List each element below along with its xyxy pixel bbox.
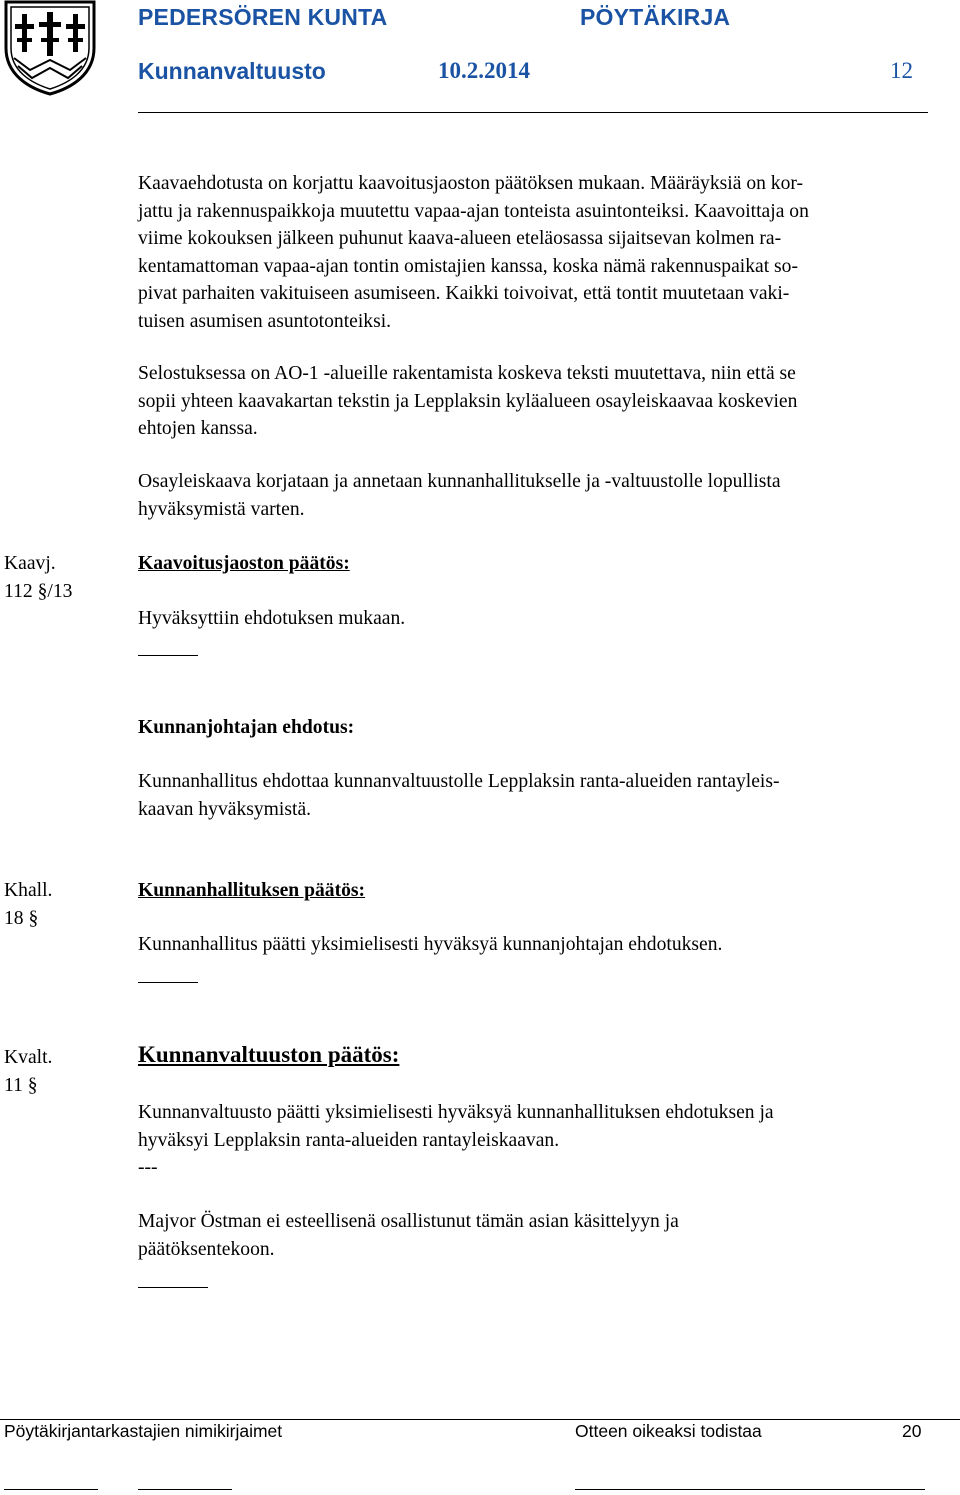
footer-divider (0, 1419, 960, 1420)
selostus-paragraph (138, 360, 928, 443)
separator-line (138, 982, 198, 983)
reference-number: 11 § (4, 1074, 38, 1096)
signature-line (575, 1489, 925, 1490)
council-name: Kunnanvaltuusto (138, 58, 326, 84)
disqualification-note (138, 1208, 928, 1263)
header-divider (138, 112, 928, 113)
kunnanhallitus-heading: Kunnanhallituksen päätös: (138, 880, 366, 901)
kaavj-reference (4, 550, 72, 605)
text-line: kaavan hyväksymistä. (138, 798, 312, 820)
section-sign: § (27, 1074, 38, 1096)
kunnanjohtaja-proposal (138, 768, 928, 823)
reference-label: Khall. (4, 880, 53, 901)
text-line: Kunnanhallitus ehdottaa kunnanvaltuustolle Lepplaksin ranta-alueiden rantayleis- (138, 771, 780, 792)
kunnanhallitus-decision (138, 931, 928, 959)
text-line: päätöksentekoon. (138, 1238, 275, 1260)
signature-line (138, 1489, 232, 1490)
text-line: tuisen asumisen asuntotonteiksi. (138, 310, 392, 332)
osayleiskaava-paragraph (138, 468, 928, 523)
document-type: PÖYTÄKIRJA (580, 4, 731, 30)
coat-of-arms-icon (2, 0, 98, 96)
footer-page-number: 20 (902, 1421, 922, 1441)
khall-reference (4, 877, 52, 932)
text-line: Kunnanvaltuusto päätti yksimielisesti hyväksyä kunnanhallituksen ehdotuksen ja (138, 1102, 774, 1123)
reference-number: 18 § (4, 907, 39, 929)
text-line: Osayleiskaava korjataan ja annetaan kunnanhallitukselle ja -valtuustolle lopullista (138, 471, 781, 492)
footer-initials-label: Pöytäkirjantarkastajien nimikirjaimet (4, 1421, 283, 1441)
page-number: 12 (890, 58, 913, 83)
text-line: jattu ja rakennuspaikkoja muutettu vapaa-ajan tonteista asuintonteiksi. Kaavoittaja on (138, 200, 809, 222)
kaavoitusjaosto-decision (138, 605, 928, 633)
text-line: ehtojen kanssa. (138, 418, 258, 439)
municipality-name: PEDERSÖREN KUNTA (138, 4, 388, 30)
footer-certification-label: Otteen oikeaksi todistaa (575, 1421, 762, 1441)
text-line: Kunnanhallitus päätti yksimielisesti hyväksyä kunnanjohtajan ehdotuksen. (138, 934, 723, 955)
text-line: Majvor Östman ei esteellisenä osallistunut tämän asian käsittelyyn ja (138, 1211, 679, 1232)
signature-line (4, 1489, 98, 1490)
separator-line (138, 1287, 208, 1288)
reference-label: Kaavj. (4, 553, 56, 574)
text-line: Hyväksyttiin ehdotuksen mukaan. (138, 608, 406, 629)
kunnanjohtaja-heading: Kunnanjohtajan ehdotus: (138, 717, 355, 738)
text-line: viime kokouksen jälkeen puhunut kaava-alueen eteläosassa sijaitsevan kolmen ra- (138, 228, 782, 249)
text-line: kentamattoman vapaa-ajan tontin omistajien kanssa, koska nämä rakennuspaikat so- (138, 255, 798, 277)
separator-text: --- (138, 1157, 158, 1178)
text-line: hyväksymistä varten. (138, 498, 305, 520)
section-sign: § (37, 580, 48, 602)
text-line: Selostuksessa on AO-1 -alueille rakentamista koskeva teksti muutettava, niin että se (138, 363, 796, 384)
text-line: Kaavaehdotusta on korjattu kaavoitusjaoston päätöksen mukaan. Määräyksiä on kor- (138, 173, 804, 194)
kaavoitusjaosto-heading: Kaavoitusjaoston päätös: (138, 553, 350, 574)
reference-number: 112 §/13 (4, 580, 73, 602)
text-line: hyväksyi Lepplaksin ranta-alueiden rantayleiskaavan. (138, 1129, 560, 1151)
intro-paragraph (138, 170, 928, 335)
text-line: sopii yhteen kaavakartan tekstin ja Lepplaksin kyläalueen osayleiskaavaa koskevien (138, 390, 798, 412)
reference-label: Kvalt. (4, 1047, 53, 1068)
kunnanvaltuusto-decision (138, 1099, 928, 1182)
separator-line (138, 655, 198, 656)
kunnanvaltuusto-heading: Kunnanvaltuuston päätös: (138, 1042, 400, 1067)
section-sign: § (28, 907, 39, 929)
text-line: pivat parhaiten vakituiseen asumiseen. Kaikki toivoivat, että tontit muutetaan vaki- (138, 283, 790, 304)
meeting-date: 10.2.2014 (438, 58, 530, 83)
kvalt-reference (4, 1044, 52, 1099)
